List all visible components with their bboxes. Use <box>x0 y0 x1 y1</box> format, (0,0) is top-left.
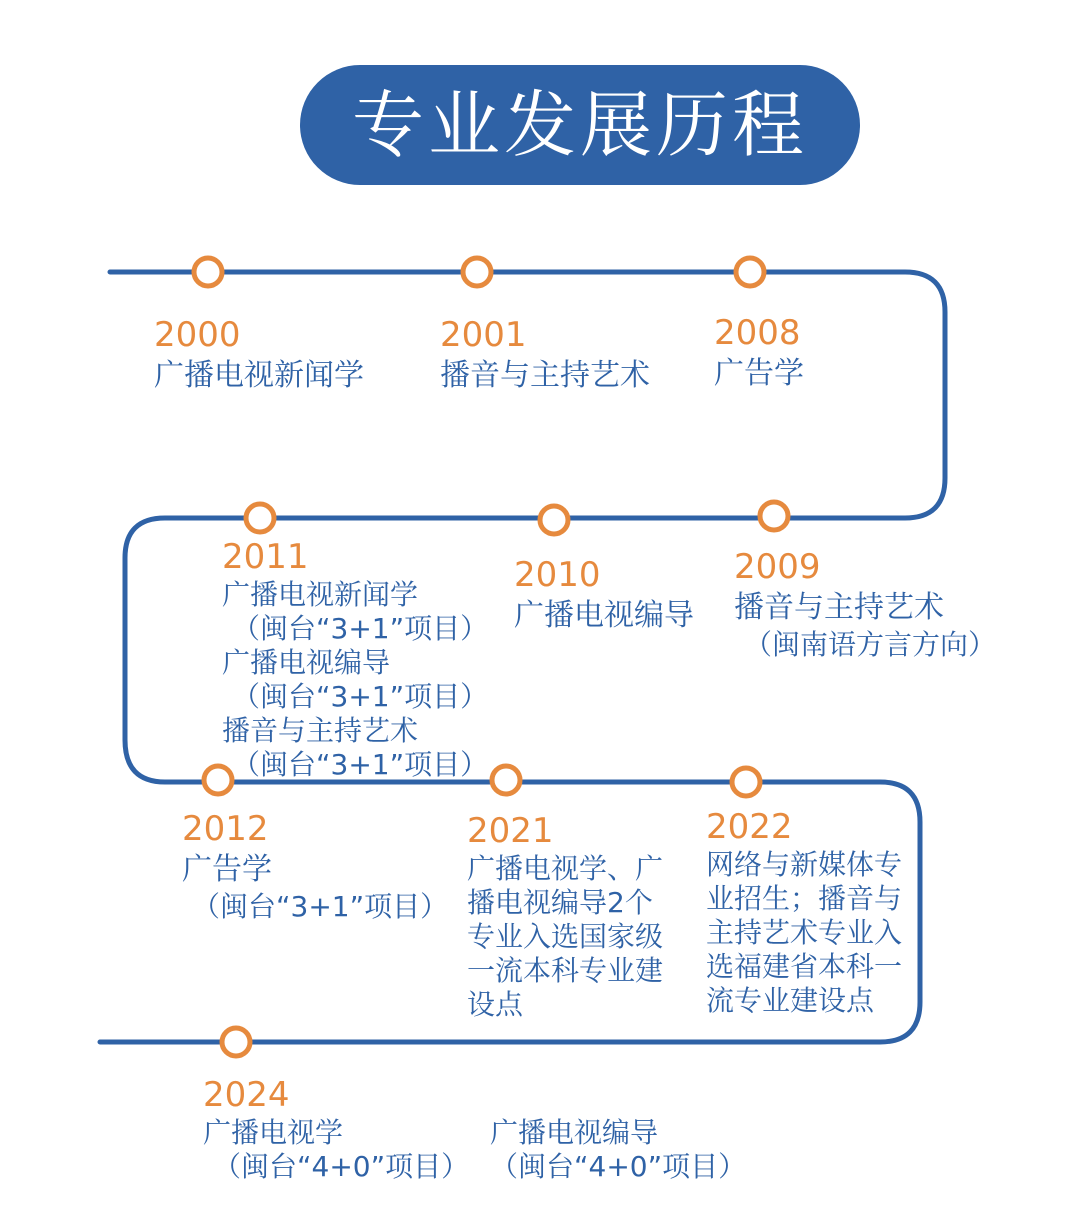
milestone-year: 2012 <box>182 809 269 849</box>
milestone-text: （闽台“3+1”项目） <box>192 890 449 923</box>
milestone-text: 播音与主持艺术 <box>440 358 650 393</box>
milestone-text: 广告学 <box>714 356 804 391</box>
milestone-marker-2010 <box>540 506 568 534</box>
milestone-2021 <box>467 810 663 1022</box>
milestone-text: （闽台“3+1”项目） <box>232 612 489 645</box>
milestone-2024-second <box>490 1116 746 1184</box>
milestone-2008 <box>714 312 804 394</box>
milestone-text: 播电视编导2个 <box>467 886 653 919</box>
milestone-text: 主持艺术专业入 <box>706 916 903 949</box>
milestone-year: 2009 <box>734 547 821 587</box>
milestone-text: 播音与主持艺术 <box>734 590 944 625</box>
milestone-text: 专业入选国家级 <box>467 920 664 953</box>
milestone-year: 2021 <box>467 811 554 851</box>
milestone-2011 <box>222 536 488 782</box>
milestone-year: 2010 <box>514 555 601 595</box>
milestone-text: 网络与新媒体专 <box>706 848 903 881</box>
milestone-text: 一流本科专业建 <box>467 954 664 987</box>
milestone-text: （闽台“4+0”项目） <box>490 1150 747 1183</box>
milestone-text: 广播电视新闻学 <box>154 358 364 393</box>
milestone-text: 广播电视新闻学 <box>222 578 419 611</box>
milestone-text: 播音与主持艺术 <box>222 714 419 747</box>
milestone-year: 2008 <box>714 313 801 353</box>
milestone-text: 广告学 <box>182 852 272 887</box>
milestone-text: （闽台“3+1”项目） <box>232 748 489 781</box>
milestone-marker-2021 <box>492 766 520 794</box>
milestone-marker-2022 <box>732 768 760 796</box>
page-title: 专业发展历程 <box>300 65 860 185</box>
milestone-year: 2001 <box>440 315 527 355</box>
milestone-text: 设点 <box>467 988 524 1021</box>
milestone-year: 2022 <box>706 807 793 847</box>
milestone-2022 <box>706 806 902 1018</box>
milestone-year: 2024 <box>203 1075 290 1115</box>
milestone-text: 广播电视学 <box>203 1116 344 1149</box>
milestone-marker-2008 <box>736 258 764 286</box>
milestone-marker-2024 <box>222 1028 250 1056</box>
milestone-text: 广播电视编导 <box>490 1116 659 1149</box>
milestone-year: 2000 <box>154 315 241 355</box>
milestone-2010 <box>514 554 694 636</box>
milestone-2000 <box>154 314 364 396</box>
milestone-2001 <box>440 314 650 396</box>
milestone-marker-2000 <box>194 258 222 286</box>
milestone-marker-2011 <box>246 504 274 532</box>
milestone-2012 <box>182 808 448 924</box>
milestone-text: （闽南语方言方向） <box>744 628 997 661</box>
milestone-text: 业招生；播音与 <box>706 882 903 915</box>
milestone-text: 选福建省本科一 <box>706 950 903 983</box>
milestone-text: 广播电视编导 <box>222 646 391 679</box>
milestone-text: 广播电视编导 <box>514 598 694 633</box>
milestone-2009 <box>734 546 996 662</box>
milestone-text: （闽台“3+1”项目） <box>232 680 489 713</box>
milestone-marker-2001 <box>463 258 491 286</box>
milestone-2024 <box>203 1074 469 1184</box>
milestone-year: 2011 <box>222 537 309 577</box>
milestone-text: （闽台“4+0”项目） <box>213 1150 470 1183</box>
milestone-text: 流专业建设点 <box>706 984 875 1017</box>
milestone-text: 广播电视学、广 <box>467 852 664 885</box>
milestone-marker-2009 <box>760 502 788 530</box>
